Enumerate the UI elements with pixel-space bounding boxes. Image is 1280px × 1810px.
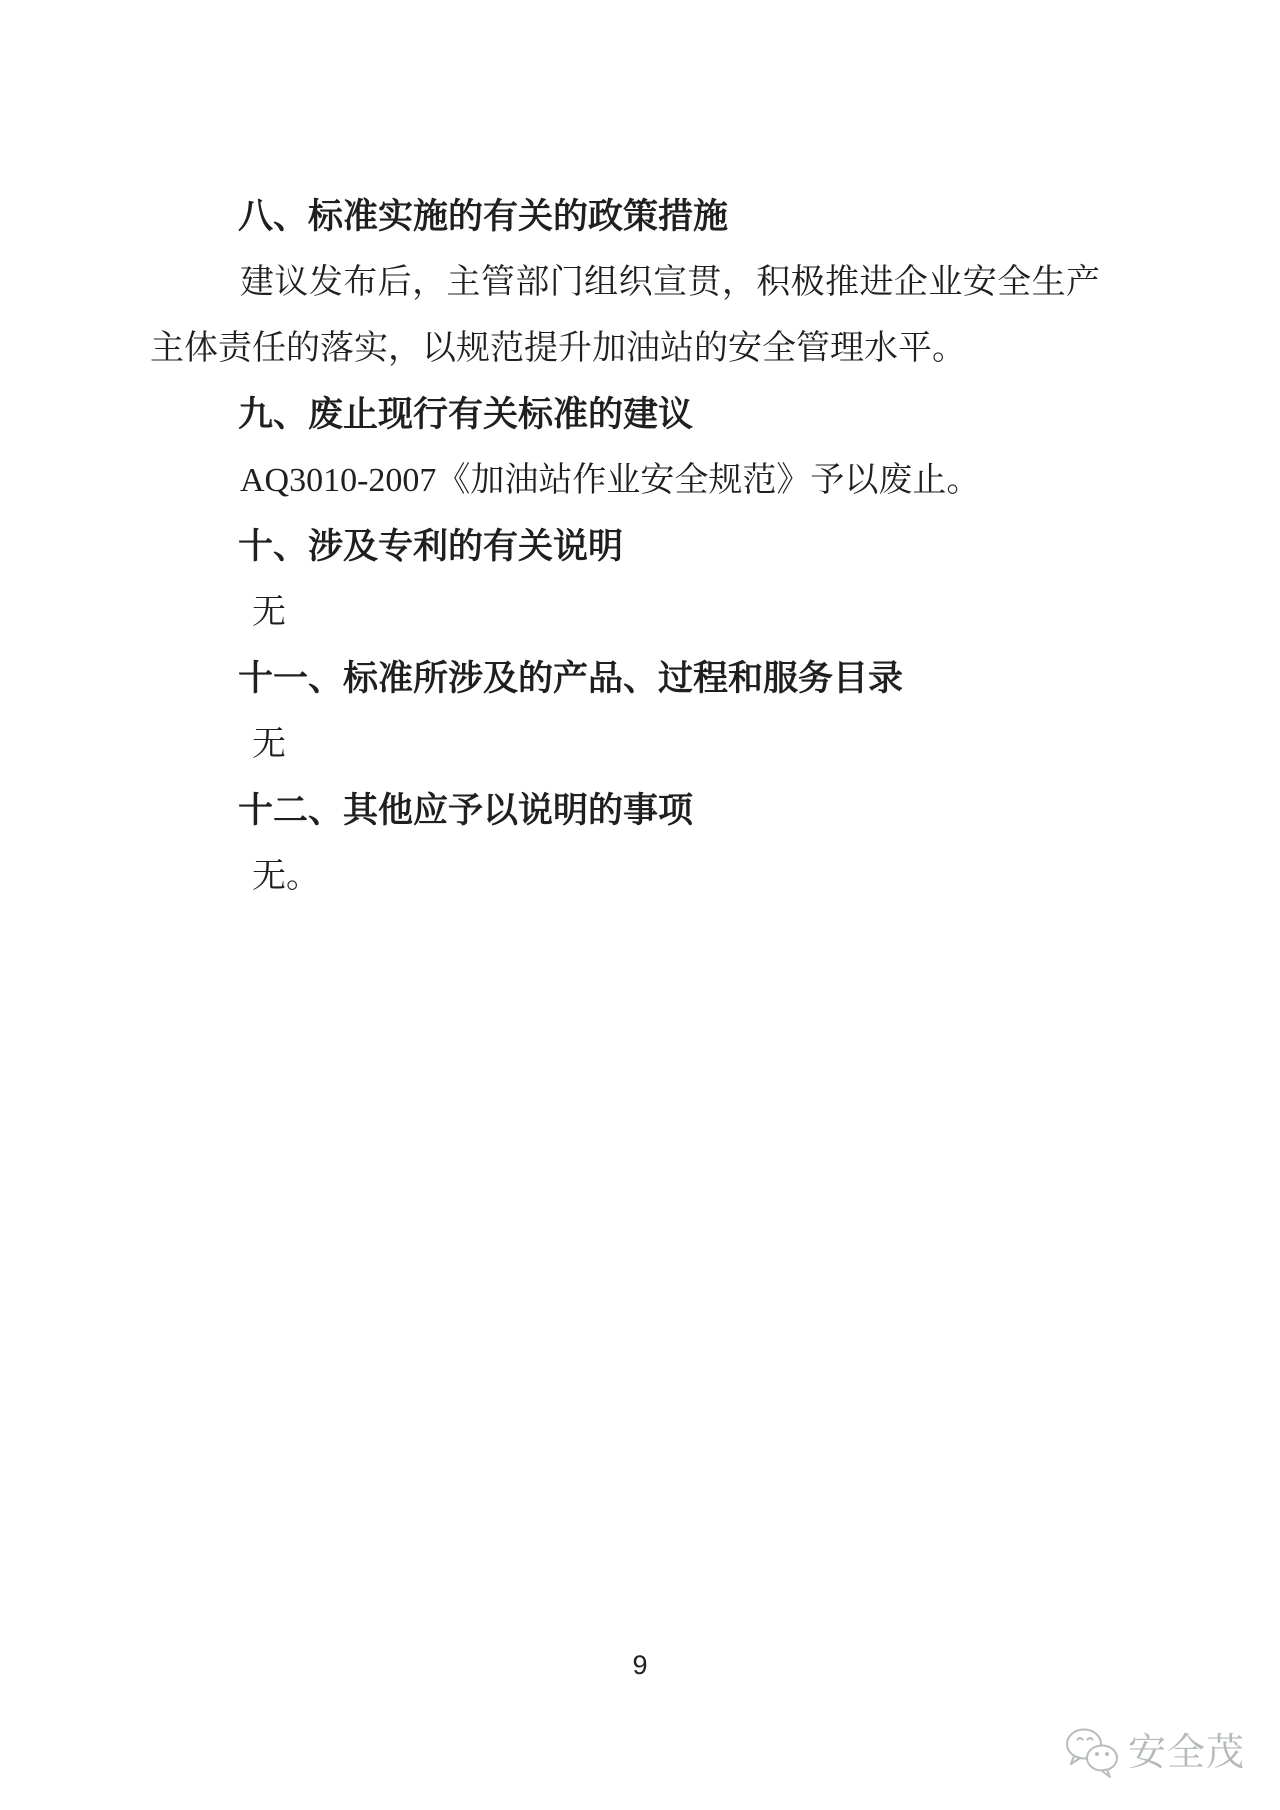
section-heading-8: 八、标准实施的有关的政策措施	[238, 197, 729, 236]
paragraph-line: 无	[252, 726, 286, 763]
brand-name: 安全茂	[1127, 1732, 1245, 1774]
section-heading-12: 十二、其他应予以说明的事项	[238, 791, 694, 830]
page-number: 9	[632, 1650, 648, 1680]
paragraph-line: 无。	[252, 858, 320, 895]
document-content	[150, 184, 1100, 910]
paragraph-line: 主体责任的落实，以规范提升加油站的安全管理水平。	[150, 330, 966, 367]
paragraph-line: 无	[252, 594, 286, 631]
paragraph-line: AQ3010-2007《加油站作业安全规范》予以废止。	[240, 462, 981, 499]
section-heading-11: 十一、标准所涉及的产品、过程和服务目录	[238, 659, 904, 698]
brand-watermark	[1064, 1727, 1245, 1779]
paragraph-line: 建议发布后，主管部门组织宣贯，积极推进企业安全生产	[240, 264, 1100, 301]
section-heading-10: 十、涉及专利的有关说明	[238, 527, 624, 566]
wechat-icon	[1064, 1727, 1122, 1779]
section-heading-9: 九、废止现行有关标准的建议	[238, 395, 694, 434]
